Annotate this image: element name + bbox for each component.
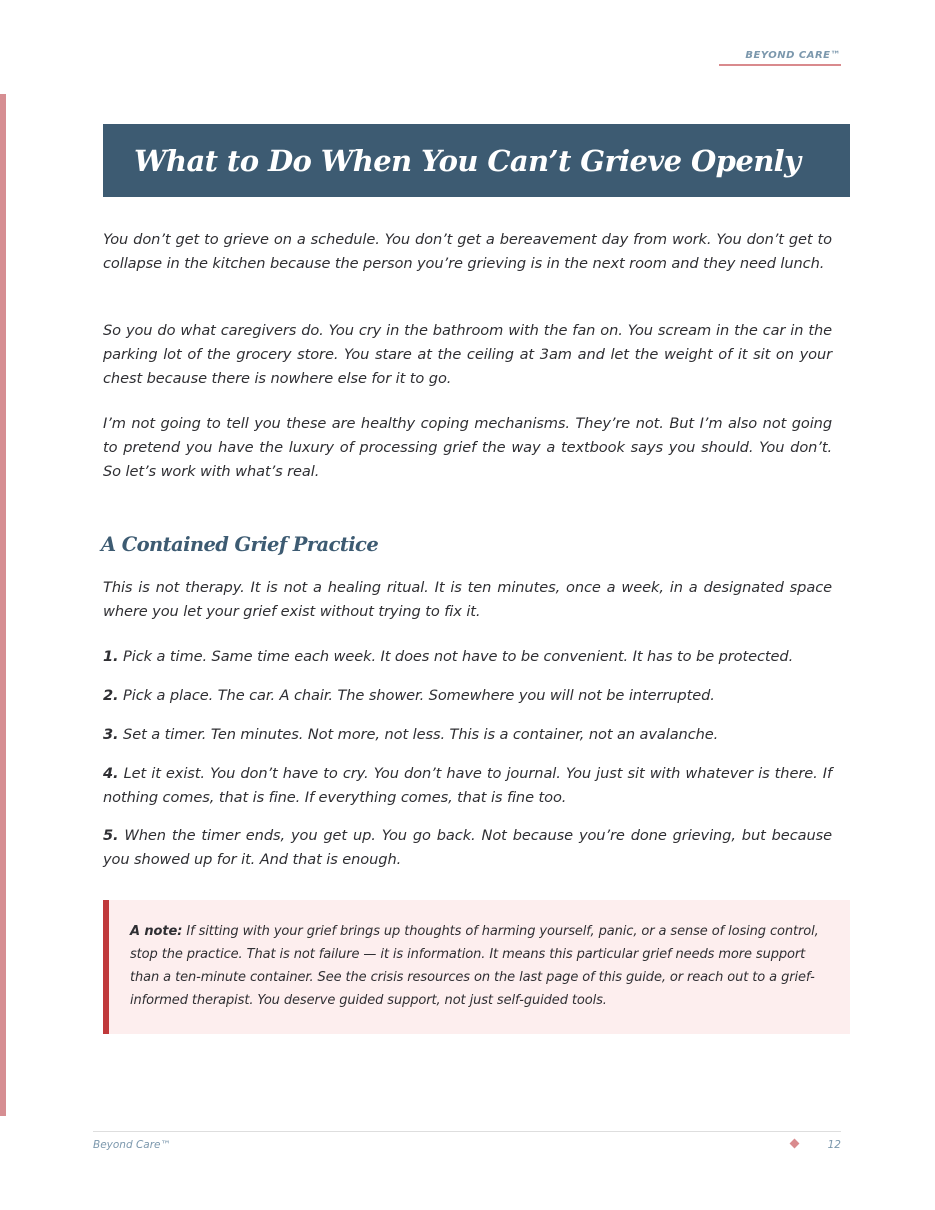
step-item-1	[103, 645, 832, 669]
safety-note-callout	[103, 900, 850, 1034]
intro-text: You don’t get to grieve on a schedule. You don’t get a bereavement day from work. You don’t get to collapse in the kitchen because the person you’re grieving is in the next room and they need lunch.	[103, 231, 832, 272]
step-item-3	[103, 723, 832, 747]
page-title: What to Do When You Can’t Grieve Openly	[134, 143, 801, 178]
intro-text: I’m not going to tell you these are healthy coping mechanisms. They’re not. But I’m also not going to pretend you have the luxury of processing grief the way a textbook says you should. You don’t. So let’s work with what’s real.	[103, 415, 832, 480]
step-item-4	[103, 762, 832, 810]
step-number: 1.	[103, 648, 119, 665]
note-text: If sitting with your grief brings up thoughts of harming yourself, panic, or a sense of losing control, stop the practice. That is not failure — it is information. It means this particular grief needs more support than a ten-minute container. See the crisis resources on the last page of this guide, or reach out to a grief-informed therapist. You deserve guided support, not just self-guided tools.	[130, 924, 819, 1008]
left-accent-rule	[0, 94, 6, 1116]
step-text: Set a timer. Ten minutes. Not more, not less. This is a container, not an avalanche.	[123, 726, 719, 743]
step-number: 2.	[103, 687, 119, 704]
intro-paragraph-1	[103, 228, 832, 276]
title-banner	[103, 124, 850, 197]
step-number: 4.	[103, 765, 119, 782]
step-item-5	[103, 824, 832, 872]
section-lead	[103, 576, 832, 624]
step-number: 5.	[103, 827, 119, 844]
step-text: When the timer ends, you get up. You go back. Not because you’re done grieving, but because you showed up for it. And that is enough.	[103, 827, 832, 868]
diamond-icon	[790, 1139, 800, 1149]
step-number: 3.	[103, 726, 119, 743]
step-text: Pick a time. Same time each week. It does not have to be convenient. It has to be protected.	[123, 648, 794, 665]
header-brand: BEYOND CARE™	[745, 50, 841, 61]
section-lead-text: This is not therapy. It is not a healing ritual. It is ten minutes, once a week, in a designated space where you let your grief exist without trying to fix it.	[103, 579, 832, 620]
step-item-2	[103, 684, 832, 708]
footer-brand: Beyond Care™	[93, 1139, 172, 1151]
footer-divider	[93, 1131, 841, 1132]
intro-paragraph-2	[103, 319, 832, 391]
section-heading: A Contained Grief Practice	[101, 533, 379, 556]
intro-text: So you do what caregivers do. You cry in the bathroom with the fan on. You scream in the car in the parking lot of the grocery store. You stare at the ceiling at 3am and let the weight of it sit on your chest because there is nowhere else for it to go.	[103, 322, 832, 387]
note-label: A note:	[130, 924, 183, 939]
step-text: Let it exist. You don’t have to cry. You don’t have to journal. You just sit with whatever is there. If nothing comes, that is fine. If everything comes, that is fine too.	[103, 765, 832, 806]
page-number: 12	[827, 1139, 841, 1151]
step-text: Pick a place. The car. A chair. The shower. Somewhere you will not be interrupted.	[123, 687, 715, 704]
header-underline	[719, 64, 841, 66]
intro-paragraph-3	[103, 412, 832, 484]
